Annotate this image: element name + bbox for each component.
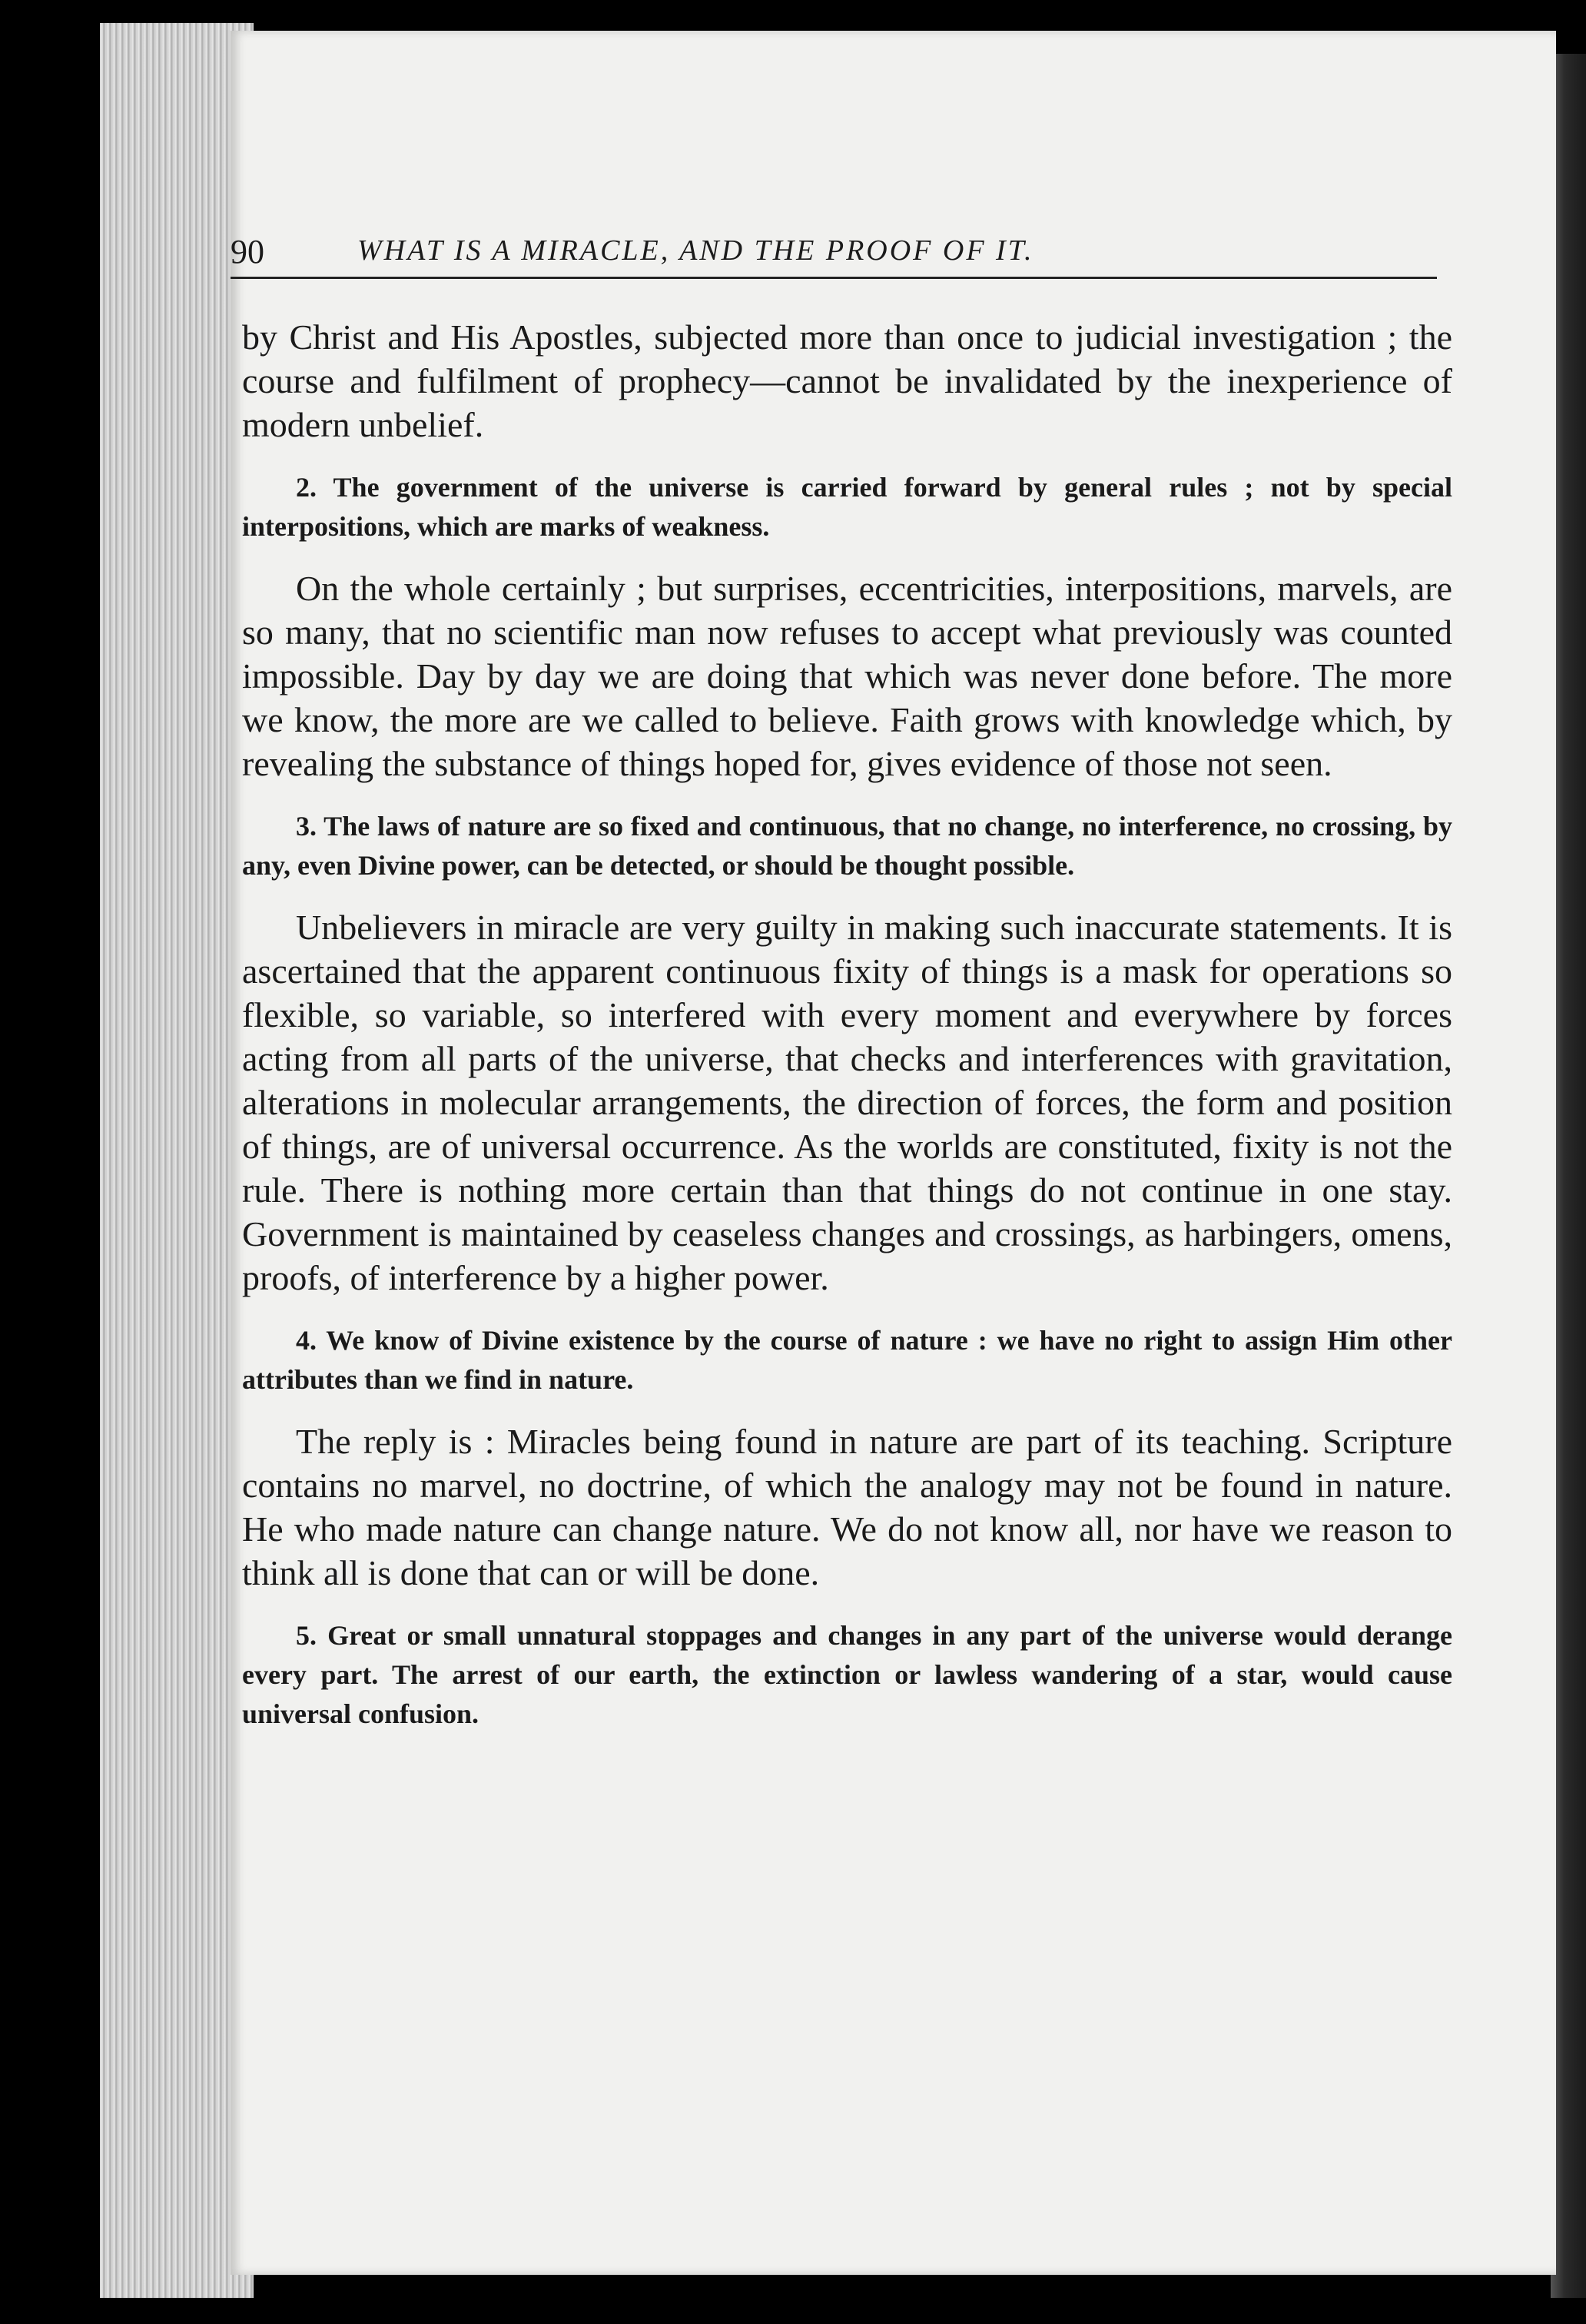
page-number: 90 (231, 233, 264, 271)
objection-4: 4. We know of Divine existence by the course of nature : we have no right to assign Him other attributes than we find in nature. (242, 1325, 1452, 1395)
objection-3: 3. The laws of nature are so fixed and continuous, that no change, no interference, no crossing, by any, even Divine power, can be detected, or should be thought possible. (242, 811, 1452, 881)
page-header (231, 231, 1437, 279)
paragraph-continuation: by Christ and His Apostles, subjected more than once to judicial investigation ; the course and fulfilment of prophecy—cannot be invalidated by the inexperience of modern unbelief. (242, 317, 1452, 444)
objection-5: 5. Great or small unnatural stoppages and changes in any part of the universe would derange every part. The arrest of our earth, the extinction or lawless wandering of a star, would cause universal confusion. (242, 1620, 1452, 1729)
page-body (242, 315, 1452, 1754)
reply-2: On the whole certainly ; but surprises, eccentricities, interpositions, marvels, are so many, that no scientific man now refuses to accept what previously was counted impossible. Day by day we are doing that which was never done before. The more we know, the more are we called to believe. Faith grows with knowledge which, by revealing the substance of things hoped for, gives evidence of those not seen. (242, 569, 1452, 783)
running-head: WHAT IS A MIRACLE, AND THE PROOF OF IT. (357, 234, 1034, 267)
objection-2: 2. The government of the universe is carried forward by general rules ; not by special interpositions, which are marks of weakness. (242, 472, 1452, 542)
reply-3: Unbelievers in miracle are very guilty in making such inaccurate statements. It is ascertained that the apparent continuous fixity of things is a mask for operations so flexible, so variable, so interfered with every moment and everywhere by forces acting from all parts of the universe, that checks and interferences with gravitation, alterations in molecular arrangements, the direction of forces, the form and position of things, are of universal occurrence. As the worlds are constituted, fixity is not the rule. There is nothing more certain than that things do not continue in one stay. Government is maintained by ceaseless changes and crossings, as harbingers, omens, proofs, of interference by a higher power. (242, 908, 1452, 1297)
reply-4: The reply is : Miracles being found in nature are part of its teaching. Scripture contains no marvel, no doctrine, of which the analogy may not be found in nature. He who made nature can change nature. We do not know all, nor have we reason to think all is done that can or will be done. (242, 1422, 1452, 1592)
